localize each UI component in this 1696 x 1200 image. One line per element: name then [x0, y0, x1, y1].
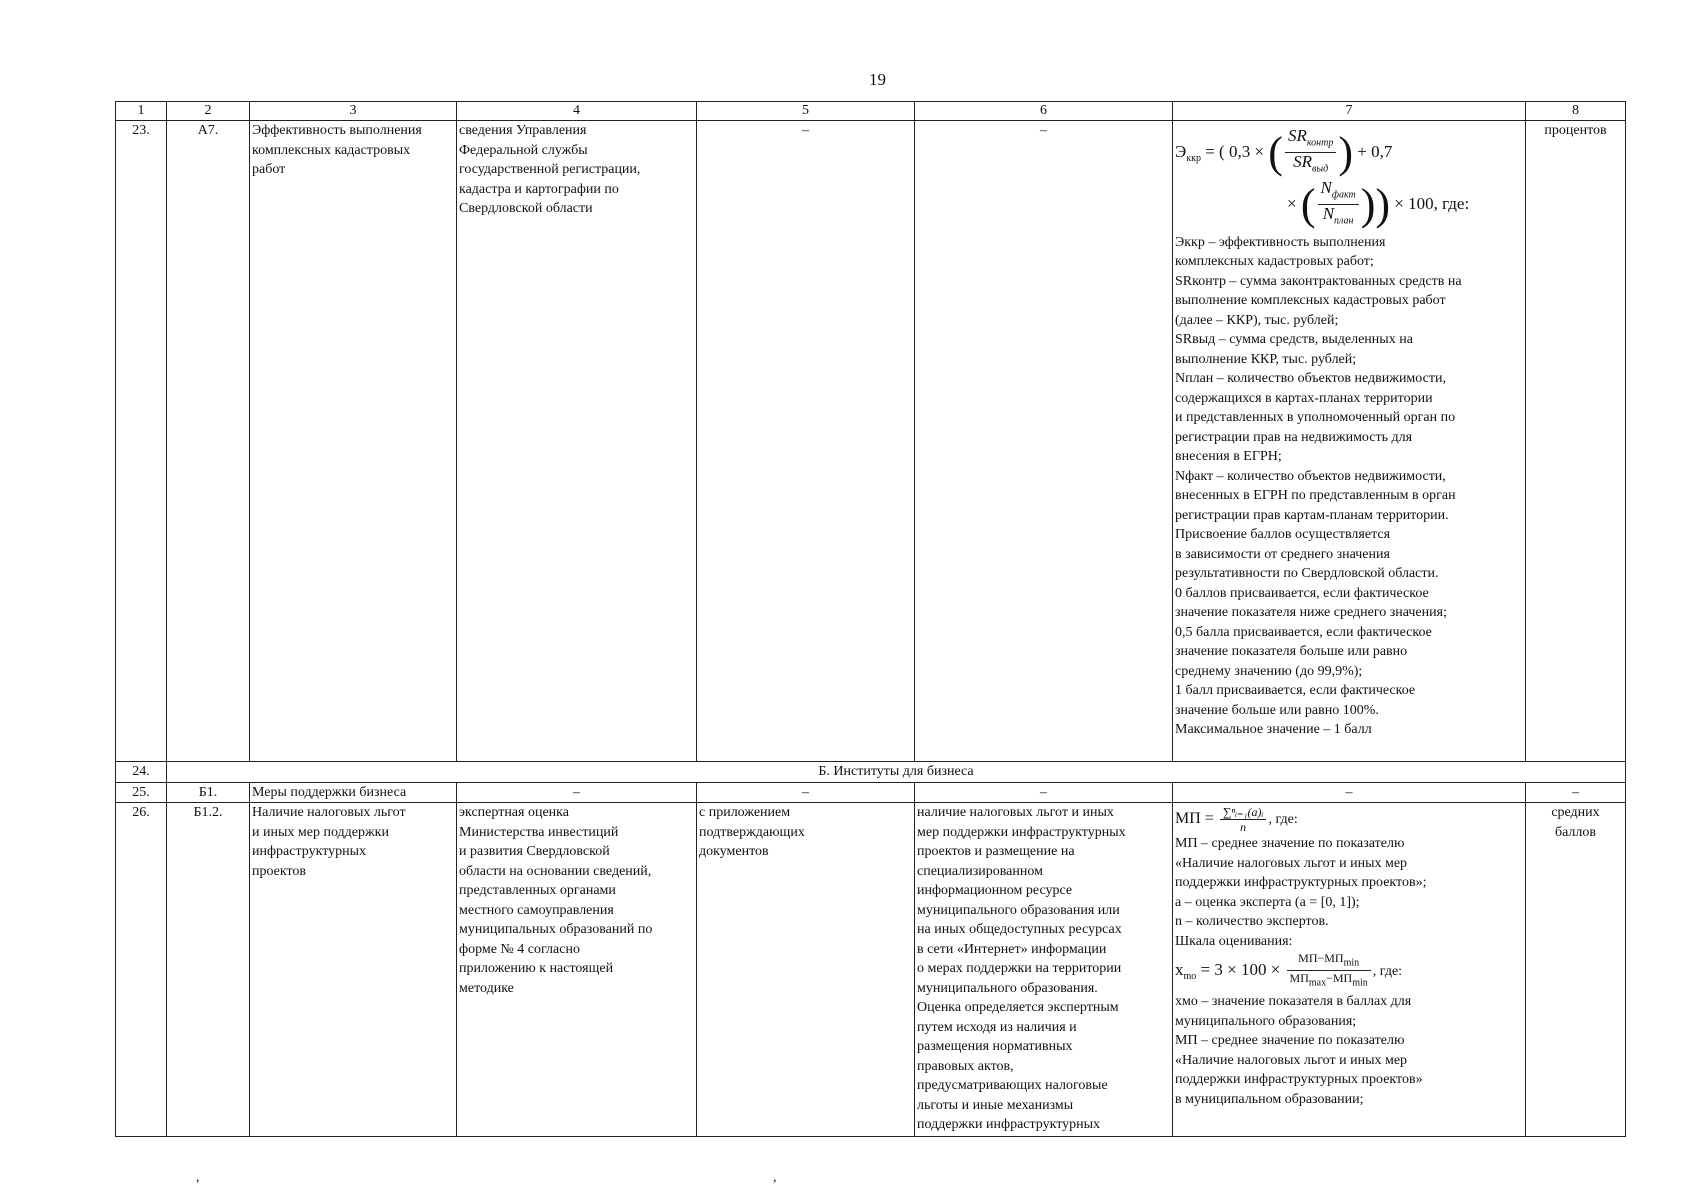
criteria-line: о мерах поддержки на территории: [917, 961, 1122, 976]
data-source-line: сведения Управления: [459, 123, 587, 138]
unit-of-measure: [1526, 803, 1626, 1137]
formula-lhs-sub: mo: [1183, 971, 1197, 983]
description-line: внесения в ЕГРН;: [1175, 449, 1282, 465]
numerator-sub: факт: [1331, 189, 1356, 201]
column-number: 6: [915, 102, 1173, 121]
column-6-cell: [915, 121, 1173, 762]
criteria-line: на иных общедоступных ресурсах: [917, 922, 1122, 937]
formula-lhs: МП =: [1175, 810, 1214, 828]
indicator-name-line: Эффективность выполнения: [252, 123, 422, 138]
formula-tail: , где:: [1268, 812, 1298, 828]
column-5-cell: [697, 121, 915, 762]
data-source-line: местного самоуправления: [459, 902, 614, 918]
fraction-sr: [1285, 127, 1336, 179]
data-source-line: методике: [459, 980, 514, 996]
dash: –: [697, 782, 915, 803]
ekkr-formula: [1175, 121, 1523, 231]
table-row-23: [116, 121, 1626, 762]
description-line: xмо – значение показателя в баллах для: [1175, 994, 1412, 1010]
indicator-code: Б1.: [167, 782, 250, 803]
confirmation-line: с приложением: [699, 805, 791, 820]
row-number: 25.: [116, 782, 167, 803]
criteria-line: наличие налоговых льгот и иных: [917, 805, 1114, 820]
numerator-var: SR: [1287, 126, 1307, 145]
fraction-denominator: [1318, 205, 1359, 230]
fraction-mp: [1220, 805, 1267, 834]
criteria-line: размещения нормативных: [917, 1039, 1073, 1054]
stray-mark: ,: [773, 1170, 777, 1185]
data-source-line: Федеральной службы: [459, 142, 588, 158]
description-line: значение показателя ниже среднего значения;: [1175, 605, 1447, 621]
criteria-line: правовых актов,: [917, 1058, 1014, 1074]
fraction-numerator: [1287, 951, 1371, 971]
data-source-line: Министерства инвестиций: [459, 824, 619, 840]
right-paren: ): [1338, 127, 1353, 177]
data-source-line: представленных органами: [459, 883, 616, 898]
column-number: 2: [167, 102, 250, 121]
description-line: Максимальное значение – 1 балл: [1175, 722, 1372, 738]
criteria-line: проектов и размещение на: [917, 844, 1075, 859]
formula-lhs: x: [1175, 959, 1184, 979]
denominator-sub: план: [1334, 215, 1354, 227]
denominator-text: −МП: [1326, 971, 1353, 986]
unit-line: средних: [1551, 805, 1600, 820]
fraction-numerator: ∑ⁿᵢ₌₁(a)ᵢ: [1220, 805, 1267, 820]
description-line: SRконтр – сумма законтрактованных средств на: [1175, 273, 1462, 289]
criteria-line: в сети «Интернет» информации: [917, 941, 1107, 957]
dash: –: [457, 782, 697, 803]
description-line: 0 баллов присваивается, если фактическое: [1175, 585, 1429, 601]
indicator-name: Меры поддержки бизнеса: [250, 782, 457, 803]
criteria-line: муниципального образования.: [917, 980, 1098, 996]
criteria-line: мер поддержки инфраструктурных: [917, 824, 1126, 840]
fraction-n: [1318, 179, 1359, 231]
denominator-sub: max: [1308, 977, 1327, 989]
dash: –: [1040, 123, 1047, 138]
description-line: 0,5 балла присваивается, если фактическое: [1175, 624, 1432, 640]
numerator-sub: min: [1343, 957, 1360, 969]
column-number: 3: [250, 102, 457, 121]
description-line: в зависимости от среднего значения: [1175, 546, 1390, 562]
column-number-row: [116, 102, 1626, 121]
formula-part: × 100, где:: [1394, 193, 1470, 213]
calculation-method: [1173, 121, 1526, 762]
dash: –: [1526, 782, 1626, 803]
page-number: 19: [869, 70, 886, 89]
unit-line: баллов: [1554, 824, 1597, 840]
mp-formula: [1175, 803, 1523, 834]
data-source-line: государственной регистрации,: [459, 162, 641, 177]
description-line: «Наличие налоговых льгот и иных мер: [1175, 855, 1408, 871]
formula-mid: = 3 × 100 ×: [1200, 959, 1281, 979]
formula-part: + 0,7: [1357, 141, 1393, 161]
denominator-sub: выд: [1312, 163, 1329, 175]
denominator-var: SR: [1293, 152, 1312, 172]
denominator-text: МП: [1289, 971, 1309, 986]
description-line: 1 балл присваивается, если фактическое: [1175, 683, 1416, 699]
calculation-method: [1173, 803, 1526, 1137]
indicator-code: А7.: [167, 121, 250, 762]
criteria-line: информационном ресурсе: [917, 883, 1073, 898]
indicator-name: [250, 803, 457, 1137]
data-source-line: муниципальных образований по: [459, 922, 653, 937]
indicator-name-line: работ: [252, 162, 286, 177]
denominator-sub: min: [1352, 977, 1368, 989]
description-line: Nплан – количество объектов недвижимости,: [1175, 371, 1446, 387]
description-line: в муниципальном образовании;: [1175, 1091, 1364, 1107]
description-line: содержащихся в картах-планах территории: [1175, 390, 1433, 406]
criteria-line: поддержки инфраструктурных: [917, 1117, 1101, 1132]
fraction-denominator: [1287, 971, 1371, 990]
formula-lhs: Э: [1175, 141, 1187, 161]
description-line: комплексных кадастровых работ;: [1175, 254, 1374, 270]
numerator-var: N: [1320, 177, 1332, 197]
description-line: выполнение комплексных кадастровых работ: [1175, 293, 1446, 309]
indicator-name-line: Наличие налоговых льгот: [252, 805, 406, 820]
indicator-name: [250, 121, 457, 762]
description-line: Шкала оценивания:: [1175, 933, 1293, 949]
description-line: n – количество экспертов.: [1175, 914, 1329, 929]
row-number: 23.: [116, 121, 167, 762]
description-line: результативности по Свердловской области.: [1175, 566, 1439, 582]
criteria-cell: [915, 803, 1173, 1137]
description-line: регистрации прав на недвижимость для: [1175, 429, 1413, 445]
description-line: поддержки инфраструктурных проектов»: [1175, 1072, 1423, 1088]
description-line: и представленных в уполномоченный орган по: [1175, 410, 1456, 426]
stray-mark: ,: [196, 1170, 200, 1185]
description-line: значение показателя больше или равно: [1175, 644, 1408, 660]
table-row-24: [116, 762, 1626, 783]
fraction-xmo: [1287, 951, 1371, 991]
table-row-26: [116, 803, 1626, 1137]
formula-tail: , где:: [1372, 963, 1403, 979]
description-line: (далее – ККР), тыс. рублей;: [1175, 312, 1339, 328]
column-number: 4: [457, 102, 697, 121]
fraction-denominator: n: [1240, 820, 1247, 834]
description-line: среднему значению (до 99,9%);: [1175, 663, 1363, 679]
description-line: регистрации прав картам-планам территории.: [1175, 507, 1449, 523]
criteria-line: предусматривающих налоговые: [917, 1078, 1108, 1093]
table-row-25: [116, 782, 1626, 803]
formula-part: ×: [1287, 193, 1297, 213]
denominator-var: N: [1322, 204, 1335, 224]
description-line: внесенных в ЕГРН по представленным в орган: [1175, 488, 1456, 504]
unit-of-measure: процентов: [1526, 121, 1626, 762]
dash: –: [1173, 782, 1526, 803]
description-line: выполнение ККР, тыс. рублей;: [1175, 351, 1357, 367]
xmo-formula: [1175, 951, 1523, 992]
section-title: Б. Институты для бизнеса: [167, 762, 1626, 783]
criteria-line: путем исходя из наличия и: [917, 1019, 1077, 1035]
indicator-name-line: проектов: [252, 863, 307, 879]
column-number: 5: [697, 102, 915, 121]
data-source-line: области на основании сведений,: [459, 863, 652, 879]
description-line: SRвыд – сумма средств, выделенных на: [1175, 332, 1413, 348]
numerator-text: МП−МП: [1298, 951, 1344, 965]
data-source: [457, 803, 697, 1137]
dash: –: [915, 782, 1173, 803]
description-line: МП – среднее значение по показателю: [1175, 836, 1405, 851]
confirmation-cell: [697, 803, 915, 1137]
indicator-name-line: инфраструктурных: [252, 844, 367, 859]
confirmation-line: документов: [699, 844, 769, 859]
row-number: 24.: [116, 762, 167, 783]
data-source: [457, 121, 697, 762]
description-line: «Наличие налоговых льгот и иных мер: [1175, 1052, 1408, 1068]
fraction-numerator: [1285, 127, 1336, 153]
confirmation-line: подтверждающих: [699, 824, 805, 840]
formula-part: = ( 0,3 ×: [1205, 141, 1265, 161]
formula-description: [1175, 233, 1523, 740]
data-source-line: Свердловской области: [459, 201, 593, 216]
row-number: 26.: [116, 803, 167, 1137]
data-source-line: и развития Свердловской: [459, 844, 610, 859]
numerator-sub: контр: [1306, 137, 1334, 149]
criteria-line: муниципального образования или: [917, 902, 1120, 918]
indicator-table: [115, 101, 1626, 1137]
left-paren: (: [1300, 179, 1316, 229]
fraction-denominator: [1285, 153, 1336, 178]
dash: –: [802, 123, 809, 138]
column-number: 8: [1526, 102, 1626, 121]
indicator-name-line: и иных мер поддержки: [252, 824, 389, 840]
criteria-line: специализированном: [917, 863, 1043, 879]
description-line: Nфакт – количество объектов недвижимости,: [1175, 468, 1446, 484]
data-source-line: кадастра и картографии по: [459, 181, 619, 197]
criteria-line: Оценка определяется экспертным: [917, 1000, 1119, 1015]
formula-lhs-sub: ккр: [1186, 153, 1201, 165]
fraction-numerator: [1318, 179, 1359, 205]
right-paren: )): [1360, 179, 1391, 229]
column-number: 1: [116, 102, 167, 121]
description-line: a – оценка эксперта (a = [0, 1]);: [1175, 894, 1360, 910]
left-paren: (: [1268, 127, 1283, 177]
description-line: Присвоение баллов осуществляется: [1175, 527, 1391, 543]
criteria-line: льготы и иные механизмы: [917, 1097, 1074, 1113]
data-source-line: приложению к настоящей: [459, 961, 614, 976]
description-line: поддержки инфраструктурных проектов»;: [1175, 875, 1427, 890]
description-line: Эккр – эффективность выполнения: [1175, 234, 1386, 250]
indicator-name-line: комплексных кадастровых: [252, 142, 411, 158]
data-source-line: форме № 4 согласно: [459, 941, 580, 957]
indicator-code: Б1.2.: [167, 803, 250, 1137]
data-source-line: экспертная оценка: [459, 805, 569, 820]
description-line: МП – среднее значение по показателю: [1175, 1033, 1405, 1049]
column-number: 7: [1173, 102, 1526, 121]
description-line: значение больше или равно 100%.: [1175, 702, 1379, 718]
description-line: муниципального образования;: [1175, 1013, 1357, 1029]
